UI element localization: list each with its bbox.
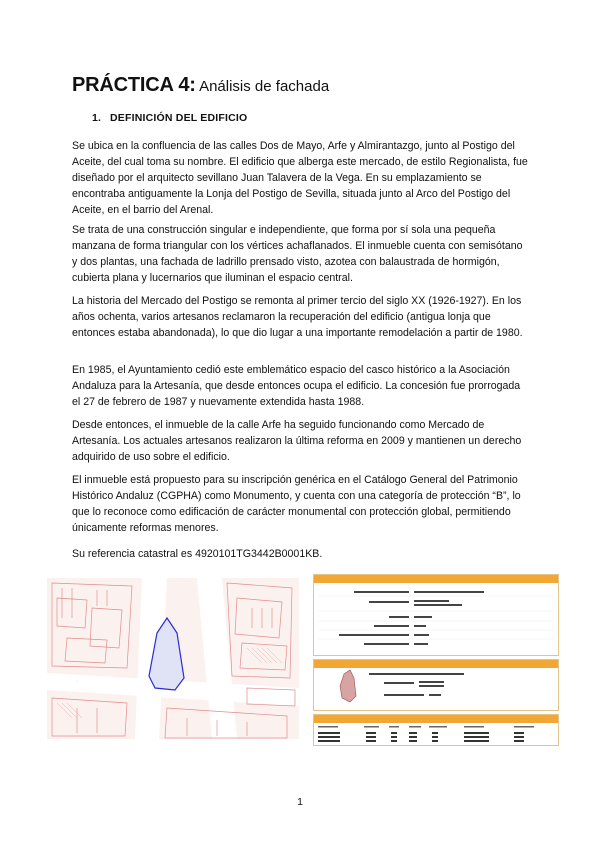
section-title: DEFINICIÓN DEL EDIFICIO <box>110 112 248 124</box>
section-number: 1. <box>92 112 102 124</box>
paragraph-location: Se ubica en la confluencia de las calles Dos de Mayo, Arfe y Almirantazgo, junto al Postigo del Aceite, del cual toma su nombre. El edificio que alberga este mercado, de estilo Regionalista, fue diseñado por el arquitecto sevillano Juan Talavera de la Vega. En su emplazamiento se encontraba antiguamente la Lonja del Postigo de Sevilla, situada junto al Arco del Postigo del Aceite, en el barrio del Arenal. <box>72 140 528 216</box>
paragraph-cession: En 1985, el Ayuntamiento cedió este emblemático espacio del casco histórico a la Asociación Andaluza para la Artesanía, que desde entonces ocupa el edificio. La concesión fue prorrogada el 27 de febrero de 1987 y nuevamente extendida hasta 1988. <box>72 364 521 408</box>
cadastral-parcel-panel <box>313 659 559 711</box>
cadastral-map-image <box>47 578 299 739</box>
svg-text:·: · <box>76 678 79 684</box>
cadastral-construction-table <box>314 723 558 745</box>
page-number: 1 <box>297 796 303 808</box>
paragraph-history: La historia del Mercado del Postigo se remonta al primer tercio del siglo XX (1926-1927). En los años ochenta, varios artesanos reclamaron la recuperación del edificio (antigua lonja que entonces estaba abandonada), lo que dio lugar a una importante remodelación a partir de 1980. <box>72 295 523 339</box>
paragraph-construction: Se trata de una construcción singular e independiente, que forma por sí sola una pequeña manzana de forma triangular con los vértices achaflanados. El inmueble cuenta con semisótano y dos plantas, una fachada de ladrillo prensado visto, azotea con balaustrada de hormigón, cubierta plana y lucernarios que iluminan el espacio central. <box>72 224 523 284</box>
paragraph-protection: El inmueble está propuesto para su inscripción genérica en el Catálogo General del Patrimonio Histórico Andaluz (CGPHA) como Monumento, y cuenta con una categoría de protección “B”, lo que lo reconoce como edificación de carácter monumental con protección global, permitiendo únicamente reformas menores. <box>72 474 521 534</box>
cadastral-record-image <box>313 574 557 742</box>
cadastral-map-drawing <box>47 578 299 739</box>
paragraph-cadastral-ref: Su referencia catastral es 4920101TG3442B0001KB. <box>72 548 323 560</box>
cadastral-construction-panel <box>313 714 559 746</box>
title-bold: PRÁCTICA 4: <box>72 74 196 96</box>
title-subtitle: Análisis de fachada <box>195 78 330 95</box>
page-title <box>72 72 329 100</box>
section-heading <box>92 112 247 124</box>
cadastral-data-rows <box>314 583 558 653</box>
paragraph-market-use: Desde entonces, el inmueble de la calle Arfe ha seguido funcionando como Mercado de Artesanía. Los actuales artesanos realizaron la última reforma en 2009 y mantienen un derecho adquirido de uso sobre el edificio. <box>72 419 522 463</box>
cadastral-parcel-content <box>314 668 558 708</box>
cadastral-data-panel <box>313 574 559 656</box>
